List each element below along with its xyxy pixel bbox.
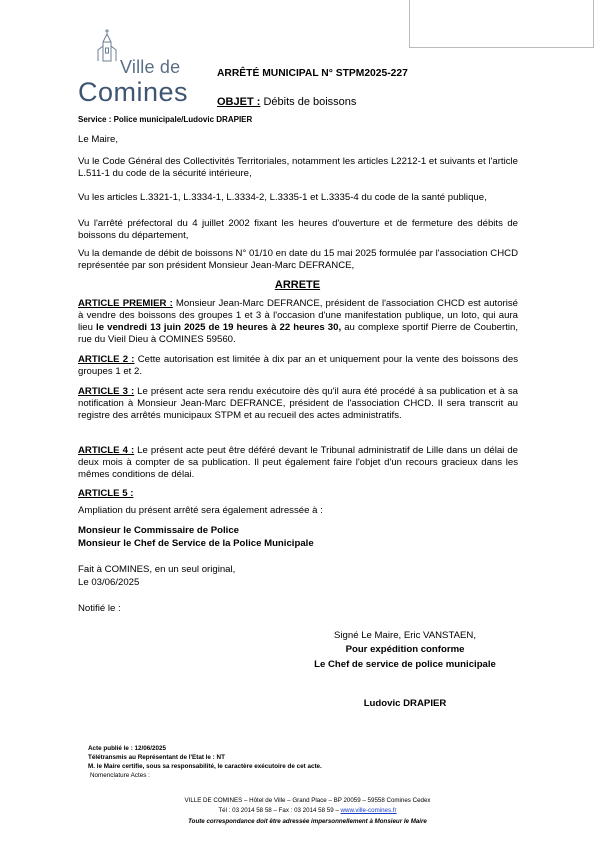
article-premier-label: ARTICLE PREMIER : <box>78 298 173 309</box>
vu-demande: Vu la demande de débit de boissons N° 01/10 en date du 15 mai 2025 formulée par l'association CHCD représentée par son président Monsieur Jean-Marc DEFRANCE, <box>78 248 518 271</box>
objet-line <box>217 96 356 108</box>
article-2-label: ARTICLE 2 : <box>78 354 135 365</box>
footer-correspondance: Toute correspondance doit être adressée impersonnellement à Monsieur le Maire <box>188 818 427 825</box>
signe-maire: Signé Le Maire, Eric VANSTAEN, <box>334 630 476 641</box>
article-3-text: Le présent acte sera rendu exécutoire dès qu'il aura été procédé à sa publication et à sa notification à Monsieur Jean-Marc DEFRANCE, président de l'association CHCD. Il sera transcrit au registre des arrêtés municipaux STPM et au recueil des actes administratifs. <box>78 386 518 421</box>
article-4-text: Le présent acte peut être déféré devant le Tribunal administratif de Lille dans un délai de deux mois à compter de sa publication. Il peut également faire l'objet d'un recours gracieux dans les mêmes conditions de délai. <box>78 445 518 480</box>
le-maire: Le Maire, <box>78 134 118 145</box>
teletransmis: Télétransmis au Représentant de l'Etat le : NT <box>88 754 225 761</box>
article-5 <box>78 488 518 500</box>
article-premier-text: Monsieur Jean-Marc DEFRANCE, président de l'association CHCD est autorisé à vendre des boissons des groupes 1 et 3 à l'occasion d'une manifestation publique, un loto, qui aura lieu <box>78 298 518 333</box>
article-4-label: ARTICLE 4 : <box>78 445 135 456</box>
fait-a: Fait à COMINES, en un seul original, <box>78 564 236 575</box>
stamp-box <box>409 0 594 48</box>
service-line: Service : Police municipale/Ludovic DRAPIER <box>78 115 253 124</box>
vu-sante-publique: Vu les articles L.3321-1, L.3334-1, L.3334-2, L.3335-1 et L.3335-4 du code de la santé publique, <box>78 192 487 203</box>
date-signature: Le 03/06/2025 <box>78 577 140 588</box>
footer-address: VILLE DE COMINES – Hôtel de Ville – Grand Place – BP 20059 – 59558 Comines Cedex <box>184 797 431 804</box>
article-2 <box>78 354 518 378</box>
destinataire-commissaire: Monsieur le Commissaire de Police <box>78 525 240 536</box>
article-3-label: ARTICLE 3 : <box>78 386 135 397</box>
article-3 <box>78 386 518 422</box>
website-link[interactable]: www.ville-comines.fr <box>340 807 397 814</box>
footer-contact <box>90 807 525 816</box>
destinataire-chef-service: Monsieur le Chef de Service de la Police Municipale <box>78 538 314 549</box>
acte-publie: Acte publié le : 12/06/2025 <box>88 745 167 752</box>
arrete-heading: ARRETE <box>274 279 321 291</box>
objet-label: OBJET : <box>217 96 261 108</box>
notifie-le: Notifié le : <box>78 603 121 614</box>
article-4 <box>78 445 518 481</box>
chef-service-police: Le Chef de service de police municipale <box>314 659 496 670</box>
article-5-label: ARTICLE 5 : <box>78 488 134 499</box>
document-title: ARRÊTÉ MUNICIPAL N° STPM2025-227 <box>217 68 408 79</box>
article-premier-lieu: au complexe sportif Pierre de Coubertin, rue du Vieil Dieu à COMINES 59560. <box>78 322 518 345</box>
pour-expedition: Pour expédition conforme <box>345 644 465 655</box>
certifie-executoire: M. le Maire certifie, sous sa responsabilité, le caractère exécutoire de cet acte. <box>88 763 322 770</box>
signataire-name: Ludovic DRAPIER <box>363 698 447 709</box>
nomenclature: Nomenclature Actes : <box>90 772 150 779</box>
objet-text: Débits de boissons <box>260 96 357 108</box>
church-logo-icon <box>94 28 120 62</box>
ampliation: Ampliation du présent arrêté sera également adressée à : <box>78 505 323 516</box>
footer-tel-fax: Tél : 03 2014 58 58 – Fax : 03 2014 58 59 – <box>218 807 341 814</box>
article-premier-date: le vendredi 13 juin 2025 de 19 heures à 22 heures 30, <box>96 322 342 333</box>
article-premier <box>78 298 518 346</box>
article-2-text: Cette autorisation est limitée à dix par an et uniquement pour la vente des boissons des groupes 1 et 2. <box>78 354 518 377</box>
vu-cgct: Vu le Code Général des Collectivités Territoriales, notamment les articles L2212-1 et suivants et l'article L.511-1 du code de la sécurité intérieure, <box>78 156 518 179</box>
logo-comines-text: Comines <box>78 77 189 107</box>
logo-ville-text: Ville de <box>120 57 181 77</box>
vu-arrete-prefectoral: Vu l'arrêté préfectoral du 4 juillet 2002 fixant les heures d'ouverture et de fermeture des débits de boissons du département, <box>78 218 518 241</box>
